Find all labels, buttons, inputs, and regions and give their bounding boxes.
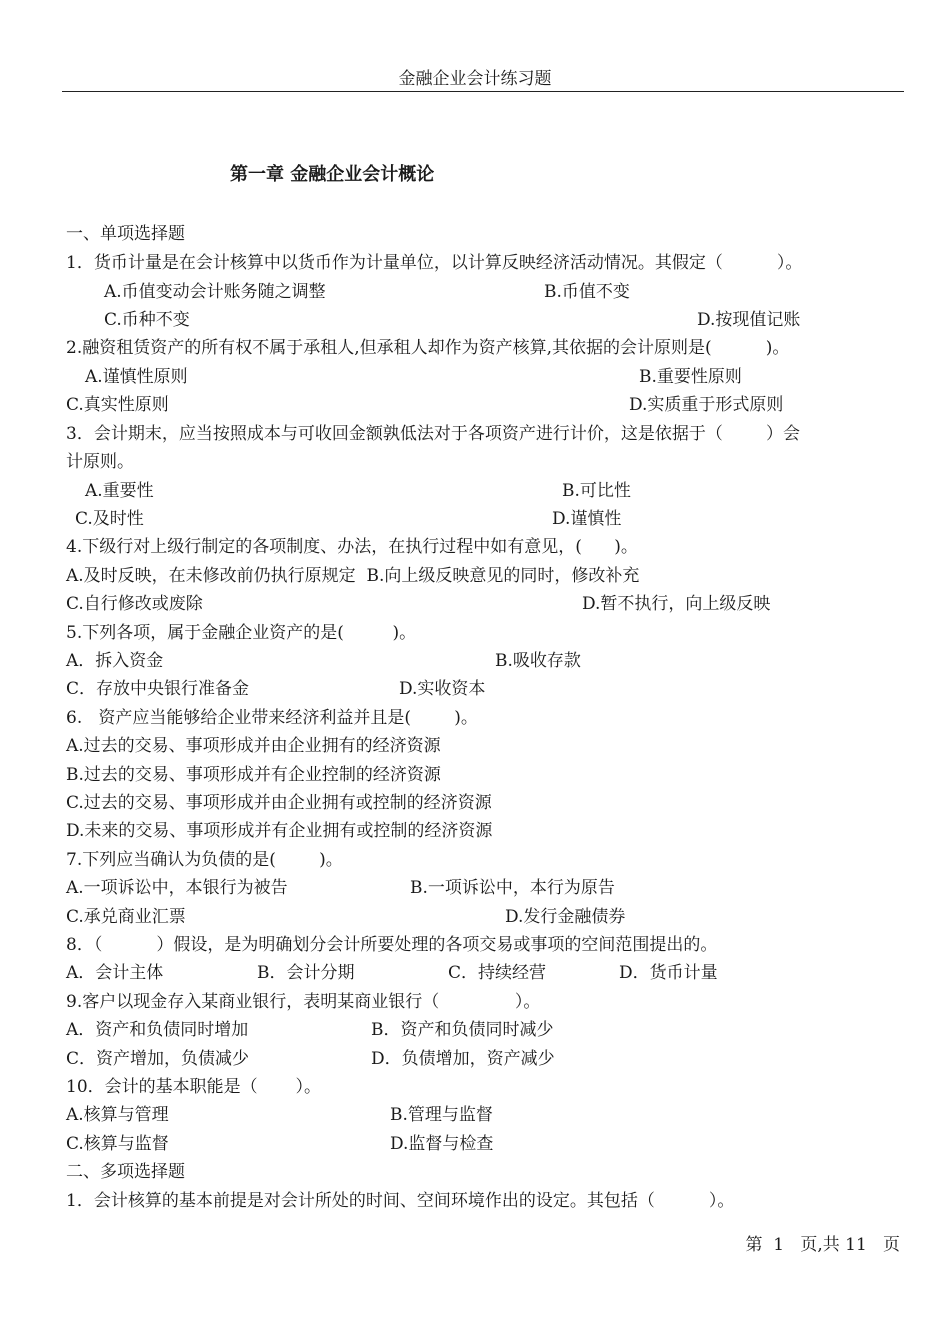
question-6-stem: 6. 资产应当能够给企业带来经济利益并且是( )。: [66, 708, 478, 728]
question-1-option-b: B.币值不变: [544, 282, 630, 302]
question-5-option-c: C．存放中央银行准备金: [66, 679, 250, 699]
question-8-option-b: B．会计分期: [257, 963, 355, 983]
question-10-stem: 10．会计的基本职能是（ ）。: [66, 1077, 321, 1097]
question-2-option-a: A.谨慎性原则: [85, 367, 188, 387]
question-8-option-d: D．货币计量: [619, 963, 718, 983]
question-8-stem: 8．（ ）假设，是为明确划分会计所要处理的各项交易或事项的空间范围提出的。: [66, 935, 718, 955]
question-7-option-c: C.承兑商业汇票: [66, 907, 186, 927]
question-5-option-b: B.吸收存款: [495, 651, 581, 671]
question-3-option-a: A.重要性: [85, 481, 154, 501]
question-3-stem-continued: 计原则。: [66, 452, 134, 472]
question-6-option-b: B.过去的交易、事项形成并有企业控制的经济资源: [66, 765, 441, 785]
question-4-stem: 4.下级行对上级行制定的各项制度、办法，在执行过程中如有意见，( )。: [66, 537, 638, 557]
question-2-option-b: B.重要性原则: [639, 367, 742, 387]
chapter-title: 第一章 金融企业会计概论: [230, 164, 435, 185]
question-3-option-c: C.及时性: [75, 509, 144, 529]
question-2-option-c: C.真实性原则: [66, 395, 169, 415]
question-6-option-a: A.过去的交易、事项形成并由企业拥有的经济资源: [66, 736, 441, 756]
header-rule: [62, 91, 904, 92]
page-number-footer: 第 1 页,共 11 页: [745, 1235, 900, 1255]
question-4-option-d: D.暂不执行，向上级反映: [582, 594, 771, 614]
question-4-options-ab: A.及时反映，在未修改前仍执行原规定 B.向上级反映意见的同时，修改补充: [66, 566, 640, 586]
question-2-option-d: D.实质重于形式原则: [629, 395, 784, 415]
section-multiple-choice-title: 二、多项选择题: [66, 1162, 185, 1182]
question-7-option-d: D.发行金融债券: [505, 907, 626, 927]
question-1-option-c: C.币种不变: [104, 310, 190, 330]
question-5-option-d: D.实收资本: [399, 679, 486, 699]
question-9-option-c: C．资产增加，负债减少: [66, 1049, 250, 1069]
question-7-option-b: B.一项诉讼中，本行为原告: [410, 878, 615, 898]
question-10-option-c: C.核算与监督: [66, 1134, 169, 1154]
multi-question-1-stem: 1．会计核算的基本前提是对会计所处的时间、空间环境作出的设定。其包括（ ）。: [66, 1191, 735, 1211]
page-header-title: 金融企业会计练习题: [398, 69, 552, 89]
question-2-stem: 2.融资租赁资产的所有权不属于承租人,但承租人却作为资产核算,其依据的会计原则是( )。: [66, 338, 790, 358]
question-5-stem: 5.下列各项，属于金融企业资产的是( )。: [66, 623, 417, 643]
question-3-stem: 3．会计期末，应当按照成本与可收回金额孰低法对于各项资产进行计价，这是依据于（ ）会: [66, 424, 801, 444]
question-3-option-b: B.可比性: [562, 481, 631, 501]
question-9-option-a: A．资产和负债同时增加: [66, 1020, 249, 1040]
question-4-option-c: C.自行修改或废除: [66, 594, 203, 614]
question-1-option-a: A.币值变动会计账务随之调整: [104, 282, 326, 302]
question-9-stem: 9.客户以现金存入某商业银行，表明某商业银行（ ）。: [66, 992, 541, 1012]
question-7-stem: 7.下列应当确认为负债的是( )。: [66, 850, 343, 870]
question-8-option-c: C．持续经营: [448, 963, 547, 983]
question-9-option-b: B．资产和负债同时减少: [371, 1020, 554, 1040]
question-10-option-d: D.监督与检查: [390, 1134, 494, 1154]
question-5-option-a: A．拆入资金: [66, 651, 164, 671]
question-1-stem: 1．货币计量是在会计核算中以货币作为计量单位，以计算反映经济活动情况。其假定（ ）。: [66, 253, 803, 273]
question-8-option-a: A．会计主体: [66, 963, 164, 983]
question-7-option-a: A.一项诉讼中，本银行为被告: [66, 878, 288, 898]
question-6-option-c: C.过去的交易、事项形成并由企业拥有或控制的经济资源: [66, 793, 492, 813]
question-1-option-d: D.按现值记账: [697, 310, 801, 330]
question-6-option-d: D.未来的交易、事项形成并有企业拥有或控制的经济资源: [66, 821, 493, 841]
question-10-option-a: A.核算与管理: [66, 1105, 169, 1125]
question-3-option-d: D.谨慎性: [552, 509, 622, 529]
question-9-option-d: D．负债增加，资产减少: [371, 1049, 555, 1069]
question-10-option-b: B.管理与监督: [390, 1105, 493, 1125]
section-single-choice-title: 一、单项选择题: [66, 224, 185, 244]
